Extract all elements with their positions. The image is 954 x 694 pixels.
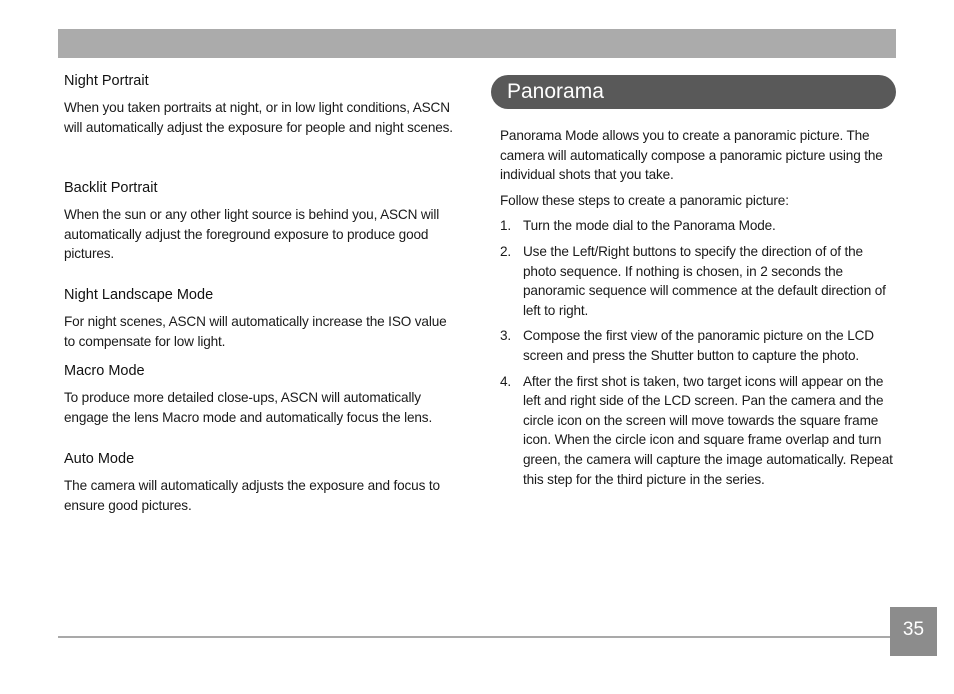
section-title: Auto Mode bbox=[64, 451, 135, 467]
section-body: When the sun or any other light source is behind you, ASCN will automatically adjust the foreground exposure to produce good pictures. bbox=[64, 207, 440, 262]
section-body: To produce more detailed close-ups, ASCN will automatically engage the lens Macro mode and automatically focus the lens. bbox=[64, 390, 433, 425]
step-number: 2. bbox=[500, 243, 512, 259]
panorama-title: Panorama bbox=[507, 80, 604, 103]
panorama-intro: Panorama Mode allows you to create a panoramic picture. The camera will automatically compose a panoramic picture using the individual shots that you take. bbox=[500, 128, 883, 183]
step-text: Compose the first view of the panoramic picture on the LCD screen and press the Shutter button to capture the photo. bbox=[523, 328, 874, 363]
section-title: Macro Mode bbox=[64, 363, 145, 379]
step-number: 1. bbox=[500, 218, 512, 234]
step-number: 3. bbox=[500, 328, 512, 344]
section-body: The camera will automatically adjusts the exposure and focus to ensure good pictures. bbox=[64, 478, 440, 513]
panorama-heading-pill bbox=[491, 75, 896, 109]
section-title: Night Landscape Mode bbox=[64, 287, 214, 303]
section-night-landscape bbox=[64, 286, 460, 351]
section-body: For night scenes, ASCN will automatically increase the ISO value to compensate for low light. bbox=[64, 314, 447, 349]
page-number: 35 bbox=[902, 619, 925, 640]
section-macro-mode bbox=[64, 362, 460, 427]
step-text: Turn the mode dial to the Panorama Mode. bbox=[523, 218, 776, 234]
section-body: When you taken portraits at night, or in low light conditions, ASCN will automatically adjust the exposure for people and night scenes. bbox=[64, 100, 453, 135]
step-text: Use the Left/Right buttons to specify the direction of of the photo sequence. If nothing is chosen, in 2 seconds the panoramic sequence will commence at the default direction of left to right. bbox=[523, 243, 886, 318]
list-item bbox=[500, 326, 896, 365]
section-auto-mode bbox=[64, 450, 460, 515]
list-item bbox=[500, 242, 896, 320]
section-backlit-portrait bbox=[64, 179, 460, 264]
section-title: Night Portrait bbox=[64, 73, 149, 89]
panorama-steps-list bbox=[500, 216, 896, 489]
step-number: 4. bbox=[500, 373, 512, 389]
section-title: Backlit Portrait bbox=[64, 180, 158, 196]
step-text: After the first shot is taken, two target icons will appear on the left and right side of the LCD screen. Pan the camera and the circle icon on the screen will move towards the square frame icon. When the circle icon and square frame overlap and turn green, the camera will capture the image automatically. Repeat this step for the third picture in the series. bbox=[523, 373, 893, 487]
right-column bbox=[500, 126, 896, 495]
page-number-badge bbox=[890, 607, 937, 656]
panorama-follow-text: Follow these steps to create a panoramic picture: bbox=[500, 192, 789, 208]
list-item bbox=[500, 216, 896, 236]
header-bar bbox=[58, 29, 896, 58]
section-night-portrait bbox=[64, 72, 460, 137]
list-item bbox=[500, 372, 896, 490]
footer-divider bbox=[58, 636, 890, 638]
